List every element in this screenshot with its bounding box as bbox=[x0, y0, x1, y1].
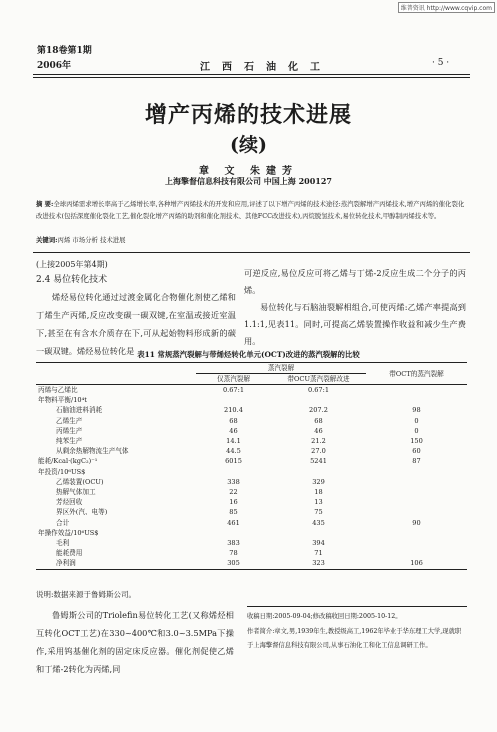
table-cell bbox=[366, 487, 467, 497]
table-cell bbox=[196, 395, 271, 405]
table-col-header-1: 仅蒸汽裂解 bbox=[217, 375, 250, 383]
table-cell: 435 bbox=[312, 518, 325, 527]
table-cell bbox=[366, 538, 467, 548]
table-cell: 16 bbox=[229, 498, 238, 507]
table-row-label: 能耗/Kcal·(kgC₂)⁻¹ bbox=[38, 457, 98, 466]
page-number: · 5 · bbox=[432, 58, 450, 68]
table-group-header: 蒸汽裂解 bbox=[196, 363, 366, 374]
abstract-label: 摘 要: bbox=[36, 200, 54, 208]
article-subtitle: (续) bbox=[230, 134, 267, 156]
table-row bbox=[36, 436, 467, 446]
table-cell: 323 bbox=[312, 559, 325, 568]
table-cell: 44.5 bbox=[226, 447, 241, 456]
footnote bbox=[247, 610, 467, 654]
header-rule bbox=[33, 74, 470, 75]
table-row-label: 芳烃回收 bbox=[56, 498, 83, 507]
table-cell: 18 bbox=[314, 488, 323, 497]
table-row-label: 纯苯生产 bbox=[56, 437, 83, 446]
table-corner bbox=[36, 363, 196, 374]
left-paragraph: 烯烃易位转化通过过渡金属化合物催化剂使乙烯和丁烯生产丙烯,反应改变碳一碳双键,在室温或接近室温下,甚至在有含水介质存在下,可从起始物料形成新的碳一碳双键。烯烃易位转化是 bbox=[36, 292, 236, 356]
table-row-label: 毛利 bbox=[56, 539, 70, 548]
table-cell: 21.2 bbox=[311, 437, 326, 446]
table-cell: 90 bbox=[412, 518, 421, 527]
table-row bbox=[36, 558, 467, 569]
table-cell: 305 bbox=[227, 559, 240, 568]
table-row-label: 界区外(汽、电等) bbox=[56, 508, 108, 517]
table-cell: 46 bbox=[229, 426, 238, 435]
table-cell: 71 bbox=[314, 549, 323, 558]
table-cell: 27.0 bbox=[311, 447, 326, 456]
table-cell: 5241 bbox=[310, 457, 327, 466]
abstract-text: 全球丙烯需求增长率高于乙烯增长率,各种增产丙烯技术的开发和应用,评述了以下增产丙烯的技术途径:蒸汽裂解增产丙烯技术,增产丙烯的催化裂化改进技术(包括深度催化裂化工艺,催化裂化增产丙烯的助剂和催化剂技术、其他FCC改进技术),丙烷脱氢技术,易位转化技术,甲醇制丙烯技术等。 bbox=[36, 200, 465, 220]
table-row-label: 年投资/10⁶US$ bbox=[38, 467, 86, 476]
table-cell bbox=[271, 528, 366, 538]
watermark: 维普资讯 http://www.cqvip.com bbox=[398, 2, 495, 13]
table-cell bbox=[366, 477, 467, 487]
table-cell: 75 bbox=[314, 508, 323, 517]
year-label: 2006年 bbox=[37, 61, 72, 71]
table-note: 说明:数据来源于鲁姆斯公司。 bbox=[36, 590, 137, 599]
header-rule-thin bbox=[33, 77, 470, 78]
article-title: 增产丙烯的技术进展 bbox=[144, 102, 352, 128]
table-cell: 0.67:1 bbox=[307, 386, 330, 394]
table-cell bbox=[366, 497, 467, 507]
table-body bbox=[36, 385, 467, 570]
table-cell: 0 bbox=[414, 426, 419, 435]
table-row-label: 石脑油进料消耗 bbox=[56, 406, 103, 415]
table-cell: 207.2 bbox=[309, 406, 328, 415]
table-cell: 106 bbox=[410, 559, 423, 568]
table-row bbox=[36, 416, 467, 426]
table-cell: 13 bbox=[314, 498, 323, 507]
table-row bbox=[36, 518, 467, 528]
keywords-text: 丙烯 市场分析 技术进展 bbox=[57, 236, 126, 244]
table-row bbox=[36, 405, 467, 415]
table-cell bbox=[366, 467, 467, 477]
table-cell: 210.4 bbox=[224, 406, 243, 415]
table-row-label: 能耗费用 bbox=[56, 549, 83, 558]
table-cell bbox=[196, 467, 271, 477]
table-caption: 表11 常规蒸汽裂解与带烯烃转化单元(OCT)改进的蒸汽裂解的比较 bbox=[137, 350, 360, 359]
table-cell: 329 bbox=[312, 477, 325, 486]
table-cell: 98 bbox=[412, 406, 421, 415]
author-affiliation: 上海擎督信息科技有限公司 中国上海 200127 bbox=[165, 176, 332, 186]
table-cell: 0.67:1 bbox=[222, 386, 245, 394]
keywords-label: 关键词: bbox=[36, 236, 58, 244]
table-cell: 461 bbox=[227, 518, 240, 527]
table-cell: 60 bbox=[412, 447, 421, 456]
footnote-author-bio: 作者简介:章文,男,1939年生,教授级高工,1962年毕业于华东理工大学,现就职于上海擎督信息科技有限公司,从事石油化工和化工信息调研工作。 bbox=[247, 627, 462, 649]
table-cell: 394 bbox=[312, 539, 325, 548]
journal-name: 江西石油化工 bbox=[200, 62, 332, 73]
table-row-label: 丙烯生产 bbox=[56, 426, 83, 435]
table-row-label: 从剩余热解物流生产气体 bbox=[56, 447, 129, 456]
table-cell bbox=[271, 467, 366, 477]
section-heading: 2.4 易位转化技术 bbox=[36, 275, 108, 285]
table-cell bbox=[366, 548, 467, 558]
right-paragraph-2: 易位转化与石脑油裂解相组合,可使丙烯:乙烯产率提高到1.1:1,见表11。同时,可提高乙烯装置操作收益和减少生产费用。 bbox=[244, 302, 466, 346]
table-row bbox=[36, 477, 467, 487]
keywords bbox=[36, 235, 466, 246]
table-cell: 85 bbox=[229, 508, 238, 517]
right-column bbox=[244, 265, 466, 350]
table-row bbox=[36, 385, 467, 396]
table-cell: 14.1 bbox=[226, 437, 241, 446]
volume-label: 第18卷第1期 bbox=[37, 46, 92, 56]
table-row-label: 年物料平衡/10⁴t bbox=[38, 396, 87, 405]
table-row-label: 合计 bbox=[56, 518, 70, 527]
table-cell: 87 bbox=[412, 457, 421, 466]
table-row-label: 净利润 bbox=[56, 559, 76, 568]
table-row bbox=[36, 487, 467, 497]
table-col-header-2: 带OCU蒸汽裂解改进 bbox=[287, 375, 350, 383]
table-cell: 383 bbox=[227, 539, 240, 548]
table-cell bbox=[196, 528, 271, 538]
table-row-label: 丙烯与乙烯比 bbox=[38, 386, 78, 394]
table-row bbox=[36, 456, 467, 466]
abstract-rule bbox=[33, 252, 470, 253]
table-cell bbox=[271, 395, 366, 405]
table-row-label: 乙烯生产 bbox=[56, 416, 83, 425]
table-row bbox=[36, 446, 467, 456]
table-cell: 46 bbox=[314, 426, 323, 435]
table-cell: 78 bbox=[229, 549, 238, 558]
table-row-label: 乙烯装置(OCU) bbox=[56, 477, 104, 486]
footnote-received: 收稿日期:2005-09-04;修改稿收回日期:2005-10-12。 bbox=[247, 613, 402, 620]
table-cell bbox=[366, 385, 467, 396]
table-cell: 6015 bbox=[225, 457, 242, 466]
lower-left-paragraph: 鲁姆斯公司的Triolefin易位转化工艺(又称烯烃相互转化OCT工艺)在330~400℃和3.0~3.5MPa下操作,采用钨基催化剂的固定床反应器。催化剂促使乙烯和丁烯-2转化为丙烯,同 bbox=[36, 610, 234, 674]
continued-note: (上接2005年第4期) bbox=[36, 260, 108, 269]
article-authors: 章 文 朱建芳 bbox=[199, 166, 298, 177]
table-cell bbox=[366, 395, 467, 405]
table-row bbox=[36, 548, 467, 558]
table-cell: 68 bbox=[314, 416, 323, 425]
table-cell bbox=[366, 507, 467, 517]
footnote-rule bbox=[247, 606, 467, 607]
table-row bbox=[36, 538, 467, 548]
table-cell: 0 bbox=[414, 416, 419, 425]
table-row-label: 热解气体加工 bbox=[56, 488, 96, 497]
table-col-header-3: 带OCT的蒸汽裂解 bbox=[389, 369, 444, 378]
table-corner-2 bbox=[36, 374, 196, 385]
table-cell bbox=[366, 528, 467, 538]
abstract bbox=[36, 198, 466, 222]
table-row bbox=[36, 528, 467, 538]
right-paragraph-1: 可逆反应,易位反应可将乙烯与丁烯-2反应生成二个分子的丙烯。 bbox=[244, 268, 466, 295]
table-cell: 68 bbox=[229, 416, 238, 425]
table-cell: 150 bbox=[410, 437, 423, 446]
table-row bbox=[36, 507, 467, 517]
comparison-table bbox=[36, 362, 467, 570]
table-row bbox=[36, 426, 467, 436]
table-row bbox=[36, 395, 467, 405]
table-row bbox=[36, 497, 467, 507]
table-row bbox=[36, 467, 467, 477]
table-row-label: 年操作效益/10⁶US$ bbox=[38, 528, 99, 537]
table-cell: 338 bbox=[227, 477, 240, 486]
table-cell: 22 bbox=[229, 488, 238, 497]
